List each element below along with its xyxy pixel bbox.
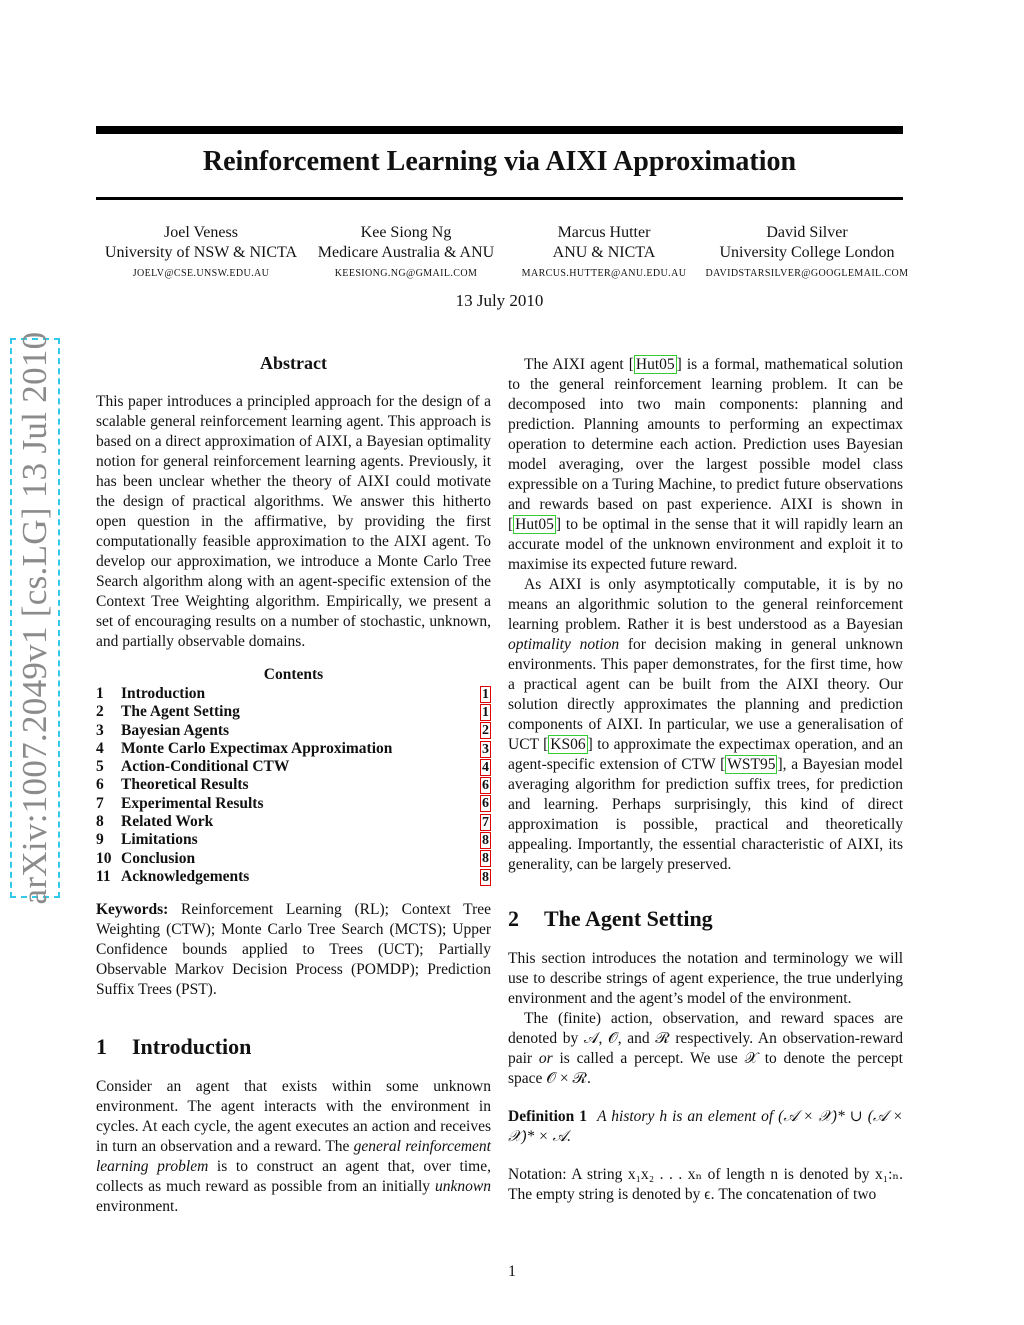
title-rule-bottom — [96, 197, 903, 200]
toc-item[interactable] — [96, 740, 491, 758]
author-email[interactable]: DAVIDSTARSILVER@GOOGLEMAIL.COM — [705, 268, 909, 279]
author-block — [506, 223, 702, 285]
text-run: The (finite) action, observation, and reward spaces are denoted by 𝒜, 𝒪, and ℛ respectively. An observation-reward pair — [508, 1010, 903, 1067]
toc-num: 5 — [96, 758, 104, 776]
author-name: David Silver — [766, 224, 848, 241]
keywords-label: Keywords: — [96, 901, 169, 919]
toc-page-link[interactable]: 8 — [482, 833, 489, 849]
approximation-paragraph — [508, 575, 903, 875]
toc-page-link[interactable]: 2 — [482, 723, 489, 739]
text-run: ] is a formal, mathematical solution to the general reinforcement learning problem. It can be decomposed into two main components: planning and prediction. Planning amounts to performing an expectimax operation to determine each action. Prediction uses Bayesian model averaging, over the largest possible model class expressible on a Turing Machine, to predict future observations and rewards based on past experience. AIXI is shown in [ — [508, 356, 903, 533]
paper-title: Reinforcement Learning via AIXI Approximation — [202, 146, 797, 177]
toc-label: Monte Carlo Expectimax Approximation — [121, 739, 393, 757]
toc-item[interactable] — [96, 868, 491, 886]
toc-num: 9 — [96, 831, 104, 849]
author-affiliation: University of NSW & NICTA — [104, 244, 298, 261]
agent-setting-paragraph: This section introduces the notation and terminology we will use to describe strings of agent experience, the true underlying environment and the agent’s model of the environment. — [508, 950, 903, 1007]
emphasis: general reinforcement learning problem — [96, 1138, 491, 1176]
toc-num: 6 — [96, 776, 104, 794]
spaces-paragraph — [508, 1009, 903, 1089]
intro-paragraph — [96, 1077, 491, 1217]
citation-link[interactable]: WST95 — [727, 756, 776, 773]
author-block — [702, 223, 912, 285]
toc-num: 3 — [96, 721, 104, 739]
author-name: Marcus Hutter — [557, 224, 651, 241]
text-run: environment. — [96, 1198, 179, 1216]
toc-num: 1 — [96, 685, 104, 702]
toc-label: Bayesian Agents — [121, 721, 230, 739]
toc-page-link[interactable]: 4 — [482, 759, 489, 775]
author-affiliation: Medicare Australia & ANU — [317, 244, 495, 261]
toc-num: 4 — [96, 739, 104, 757]
definition-label: Definition 1 — [508, 1108, 588, 1125]
text-run: ] to approximate the expectimax operation, and an agent-specific extension of CTW [ — [508, 736, 903, 773]
contents-heading: Contents — [263, 666, 324, 683]
toc-item[interactable] — [96, 758, 491, 776]
toc-num: 8 — [96, 813, 104, 831]
emphasis: optimality notion — [508, 636, 620, 653]
text-run: ], a Bayesian model averaging algorithm for prediction suffix trees, for prediction and learning. Perhaps surprisingly, this kind of direct approximation is possible, practical and theoretically appealing. Importantly, the essential characteristic of AIXI, its generality, can be largely preserved. — [508, 756, 903, 873]
text-run: ] to be optimal in the sense that it will rapidly learn an accurate model of the unknown environment and exploit it to maximise its expected future reward. — [508, 516, 903, 573]
definition-text: A history h is an element of (𝒜 × 𝒳)* ∪ (𝒜 × 𝒳)* × 𝒜. — [508, 1108, 903, 1145]
toc-page-link[interactable]: 8 — [482, 869, 489, 885]
toc-label: Theoretical Results — [121, 776, 249, 794]
author-block — [96, 223, 306, 285]
toc-num: 11 — [96, 867, 111, 885]
text-run: Consider an agent that exists within some unknown environment. The agent interacts with the environment in cycles. At each cycle, the agent executes an action and receives in turn an observation and a reward. The — [96, 1078, 491, 1156]
toc-page-link[interactable]: 7 — [482, 814, 489, 830]
toc-item[interactable] — [96, 703, 491, 721]
author-affiliation: ANU & NICTA — [552, 244, 656, 261]
section-title: Introduction — [132, 1034, 252, 1060]
toc-page-link[interactable]: 6 — [482, 796, 489, 812]
citation-link[interactable]: Hut05 — [515, 516, 554, 533]
arxiv-stamp[interactable] — [10, 331, 60, 905]
page-number: 1 — [508, 1263, 516, 1280]
author-email[interactable]: MARCUS.HUTTER@ANU.EDU.AU — [521, 268, 687, 279]
notation-paragraph: Notation: A string x₁x₂ . . . xₙ of length n is denoted by x₁:ₙ. The empty string is denoted by ϵ. The concatenation of two — [508, 1166, 903, 1203]
text-run: As AIXI is only asymptotically computable, it is by no means an algorithmic solution to the general reinforcement learning problem. Rather it is best understood as a Bayesian — [508, 576, 903, 633]
toc-item[interactable] — [96, 813, 491, 831]
toc-num: 10 — [96, 849, 112, 867]
aixi-paragraph — [508, 355, 903, 575]
abstract-heading: Abstract — [260, 353, 327, 373]
toc-label: Acknowledgements — [121, 867, 250, 885]
section-number: 1 — [96, 1034, 107, 1060]
toc-label: Introduction — [121, 685, 206, 702]
toc-page-link[interactable]: 6 — [482, 778, 489, 794]
toc-item[interactable] — [96, 685, 491, 703]
emphasis: unknown — [435, 1178, 491, 1196]
definition-1 — [508, 1107, 903, 1147]
abstract-text: This paper introduces a principled approach for the design of a scalable general reinforcement learning agent. This approach is based on a direct approximation of AIXI, a Bayesian optimality notion for general reinforcement learning agents. Previously, it has been unclear whether the theory of AIXI could motivate the design of practical algorithms. We answer this hitherto open question in the affirmative, by providing the first computationally feasible approximation to the AIXI agent. To develop our approximation, we introduce a Monte Carlo Tree Search algorithm along with an agent-specific extension of the Context Tree Weighting algorithm. Empirically, we present a set of encouraging results on a number of stochastic, unknown, and partially observable domains. — [96, 393, 491, 650]
paper-date: 13 July 2010 — [455, 291, 544, 310]
text-run: is to construct an agent that, over time, collects as much reward as possible from an initially — [96, 1158, 491, 1196]
citation-link[interactable]: Hut05 — [635, 356, 675, 373]
keywords-text: Reinforcement Learning (RL); Context Tree Weighting (CTW); Monte Carlo Tree Search (MCTS); Upper Confidence bounds applied to Trees (UCT); Partially Observable Markov Decision Process (POMDP); Prediction Suffix Trees (PST). — [96, 901, 491, 999]
toc-item[interactable] — [96, 831, 491, 849]
toc-item[interactable] — [96, 795, 491, 813]
author-name: Kee Siong Ng — [360, 224, 452, 241]
toc-label: Related Work — [121, 813, 214, 831]
toc-item[interactable] — [96, 776, 491, 794]
toc-label: Conclusion — [121, 849, 196, 867]
toc-page-link[interactable]: 1 — [482, 686, 489, 702]
toc-label: The Agent Setting — [121, 703, 240, 721]
author-block — [306, 223, 506, 285]
title-rule-top — [96, 126, 903, 134]
toc-item[interactable] — [96, 850, 491, 868]
keywords — [96, 900, 491, 1000]
text-run: is called a percept. We use 𝒳 to denote the percept space 𝒪 × ℛ. — [508, 1050, 903, 1087]
citation-link[interactable]: KS06 — [550, 736, 586, 753]
text-run: for decision making in general unknown environments. This paper demonstrates, for the first time, how a practical agent can be built from the AIXI theory. Our solution directly approximates the planning and prediction components of AIXI. In particular, we use a generalisation of UCT [ — [508, 636, 904, 753]
arxiv-id: arXiv:1007.2049v1 [cs.LG] 13 Jul 2010 — [15, 331, 54, 905]
section-number: 2 — [508, 906, 519, 931]
toc-page-link[interactable]: 8 — [482, 851, 489, 867]
author-email[interactable]: KEESIONG.NG@GMAIL.COM — [334, 268, 478, 279]
text-run: The AIXI agent [ — [524, 356, 634, 373]
toc-label: Limitations — [121, 831, 198, 849]
toc-page-link[interactable]: 3 — [482, 741, 489, 757]
section-heading-agent-setting — [508, 906, 903, 931]
section-heading-introduction — [96, 1034, 491, 1060]
toc-label: Action-Conditional CTW — [121, 758, 290, 776]
author-affiliation: University College London — [719, 244, 895, 261]
table-of-contents — [96, 685, 491, 886]
toc-item[interactable] — [96, 722, 491, 740]
toc-label: Experimental Results — [121, 794, 264, 812]
emphasis: or — [538, 1050, 553, 1067]
toc-num: 7 — [96, 794, 104, 812]
author-email[interactable]: JOELV@CSE.UNSW.EDU.AU — [132, 268, 270, 279]
toc-num: 2 — [96, 703, 104, 721]
left-column — [96, 353, 491, 1217]
toc-page-link[interactable]: 1 — [482, 704, 489, 720]
section-title: The Agent Setting — [544, 906, 713, 931]
author-name: Joel Veness — [164, 224, 238, 241]
right-column — [508, 355, 903, 1205]
